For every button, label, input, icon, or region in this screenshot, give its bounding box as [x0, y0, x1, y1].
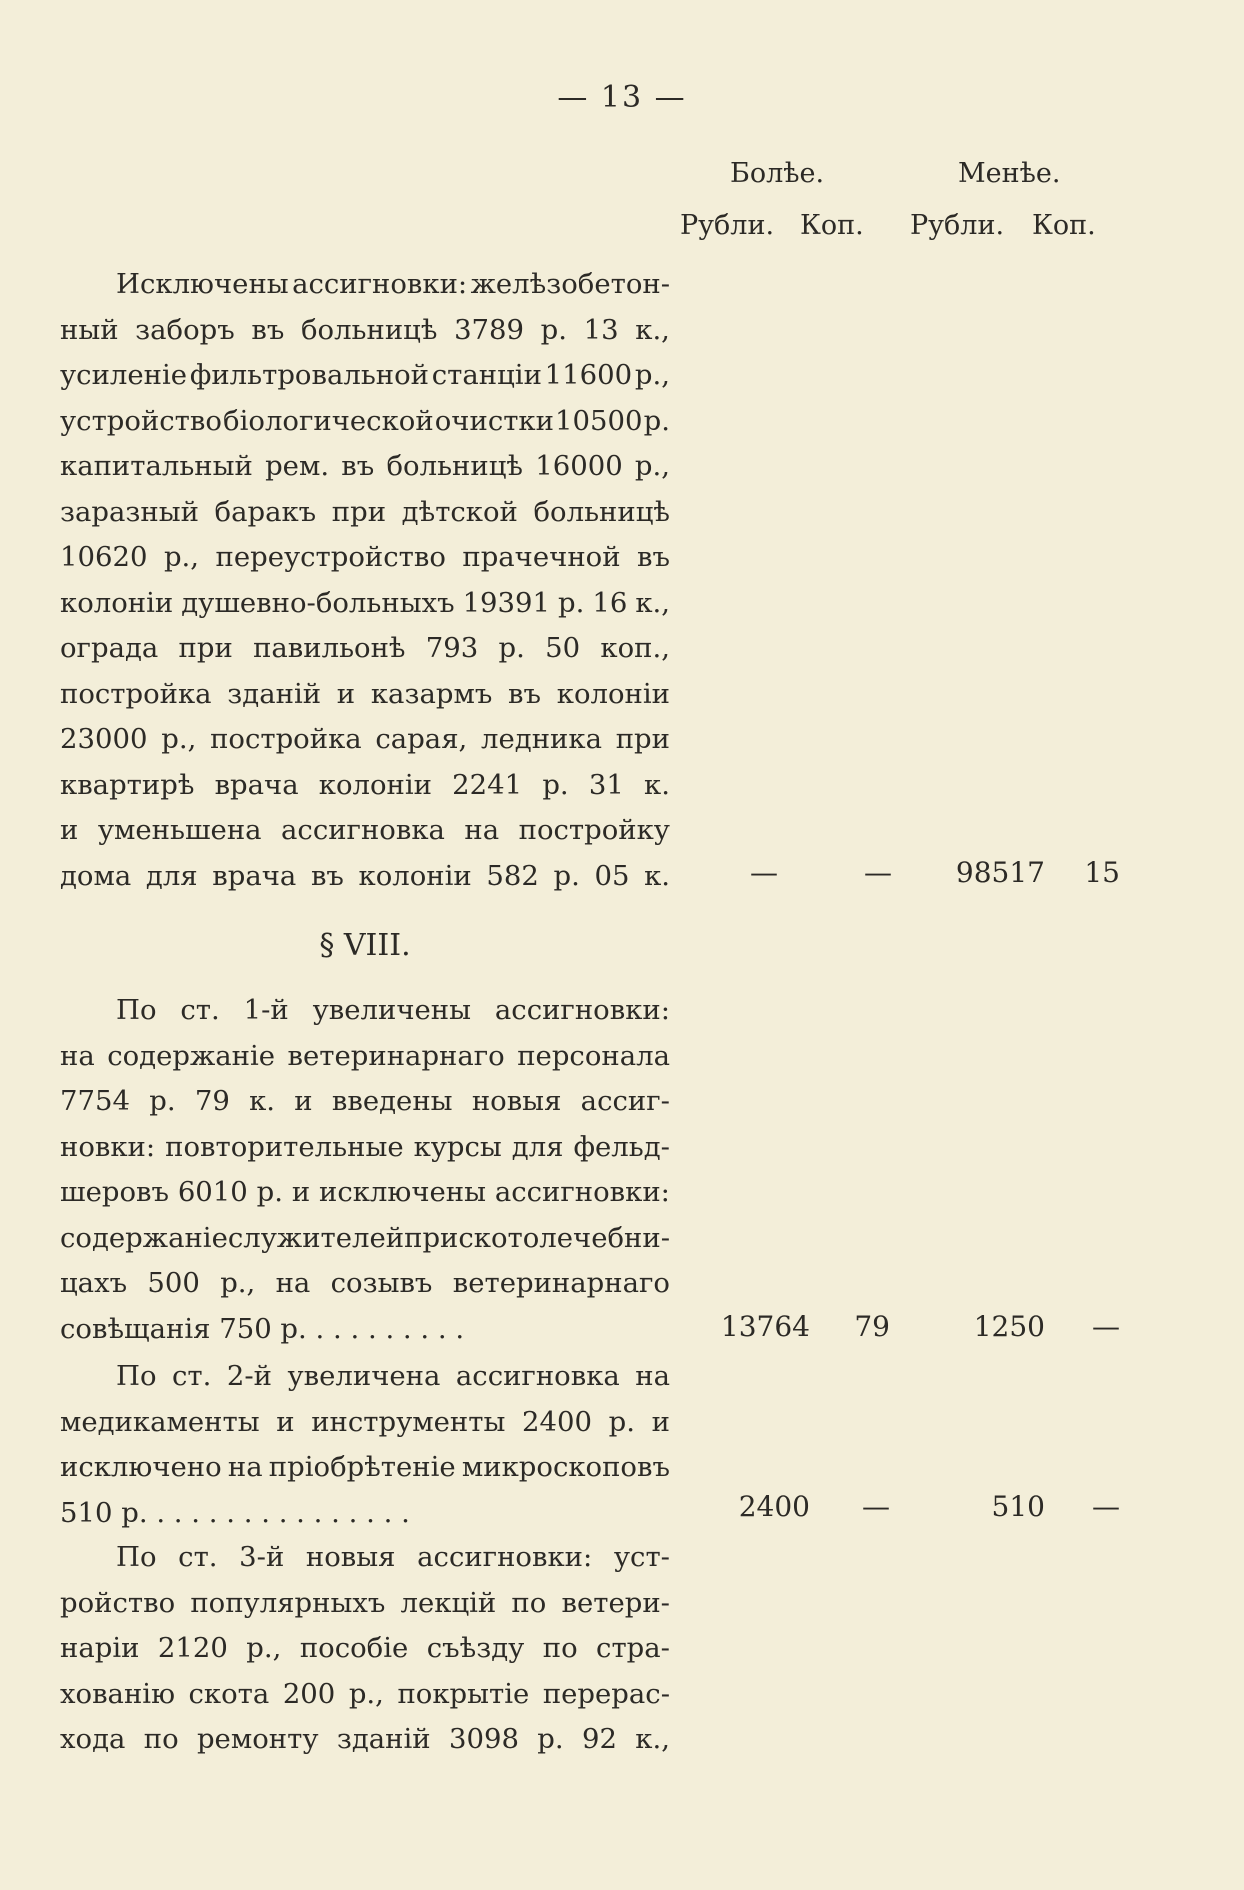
amount-less-kop: 15: [1084, 856, 1120, 889]
column-header-less: Менѣе.: [958, 158, 1061, 189]
amount-more-rub: —: [750, 856, 778, 889]
amount-more-kop: —: [862, 1490, 890, 1523]
text-line: дома для врача въ колоніи 582 р. 05 к.: [60, 859, 670, 892]
text-line: устройство біологической очистки 10500 р.: [60, 404, 670, 437]
amount-less-kop: —: [1092, 1490, 1120, 1523]
paragraph-article-1: [60, 988, 670, 1352]
amount-more-kop: 79: [854, 1310, 890, 1343]
paragraph-article-3: [60, 1535, 670, 1763]
text-line: исключено на пріобрѣтеніе микроскоповъ: [60, 1451, 670, 1483]
text-line: цахъ 500 р., на созывъ ветеринарнаго: [60, 1267, 670, 1299]
text-line: заразный баракъ при дѣтской больницѣ: [60, 495, 670, 528]
text-line: По ст. 2-й увеличена ассигновка на: [116, 1360, 670, 1392]
amount-less-rub: 510: [991, 1490, 1045, 1523]
text-line: По ст. 3-й новыя ассигновки: уст-: [116, 1541, 670, 1573]
text-line: колоніи душевно-больныхъ 19391 р. 16 к.,: [60, 586, 670, 619]
text-line: ройство популярныхъ лекцій по ветери-: [60, 1586, 670, 1619]
text-line: ный заборъ въ больницѣ 3789 р. 13 к.,: [60, 313, 670, 346]
column-header-kop-more: Коп.: [800, 210, 864, 241]
amount-less-kop: —: [1092, 1310, 1120, 1343]
paragraph-excluded-assignments: [60, 262, 670, 899]
text-line: 10620 р., переустройство прачечной въ: [60, 541, 670, 573]
text-line: Исключены ассигновки: желѣзобетон-: [116, 268, 670, 300]
text-line: медикаменты и инструменты 2400 р. и: [60, 1405, 670, 1438]
column-header-rub-more: Рубли.: [680, 210, 775, 241]
text-line: капитальный рем. въ больницѣ 16000 р.,: [60, 450, 670, 482]
page-number: — 13 —: [557, 80, 687, 115]
amount-more-rub: 2400: [738, 1490, 810, 1523]
text-line: хованію скота 200 р., покрытіе перерас-: [60, 1677, 670, 1710]
paragraph-article-2: [60, 1354, 670, 1536]
text-line: 23000 р., постройка сарая, ледника при: [60, 723, 670, 755]
text-line: содержаніе служителей при скотолечебни-: [60, 1221, 671, 1254]
text-line: совѣщанія 750 р. . . . . . . . . .: [60, 1312, 465, 1345]
amount-less-rub: 98517: [955, 856, 1045, 889]
text-line: на содержаніе ветеринарнаго персонала: [60, 1039, 670, 1072]
column-header-rub-less: Рубли.: [910, 210, 1005, 241]
text-line: новки: повторительные курсы для фельд-: [60, 1130, 670, 1163]
text-line: квартирѣ врача колоніи 2241 р. 31 к.: [60, 768, 670, 801]
text-line: шеровъ 6010 р. и исключены ассигновки:: [60, 1176, 670, 1208]
text-line: 7754 р. 79 к. и введены новыя ассиг-: [60, 1085, 670, 1117]
text-line: наріи 2120 р., пособіе съѣзду по стра-: [60, 1632, 670, 1664]
column-header-kop-less: Коп.: [1032, 210, 1096, 241]
text-line: и уменьшена ассигновка на постройку: [60, 814, 670, 846]
amount-more-rub: 13764: [720, 1310, 810, 1343]
amount-more-kop: —: [864, 856, 892, 889]
section-heading: § VIII.: [319, 928, 411, 963]
text-line: ограда при павильонѣ 793 р. 50 коп.,: [60, 632, 670, 664]
text-line: По ст. 1-й увеличены ассигновки:: [116, 994, 670, 1026]
text-line: хода по ремонту зданій 3098 р. 92 к.,: [60, 1723, 670, 1755]
text-line: усиленіе фильтровальной станціи 11600 р.,: [60, 359, 670, 391]
amount-less-rub: 1250: [973, 1310, 1045, 1343]
text-line: 510 р. . . . . . . . . . . . . . . .: [60, 1496, 410, 1529]
column-header-more: Болѣе.: [730, 158, 825, 189]
text-line: постройка зданій и казармъ въ колоніи: [60, 677, 670, 710]
